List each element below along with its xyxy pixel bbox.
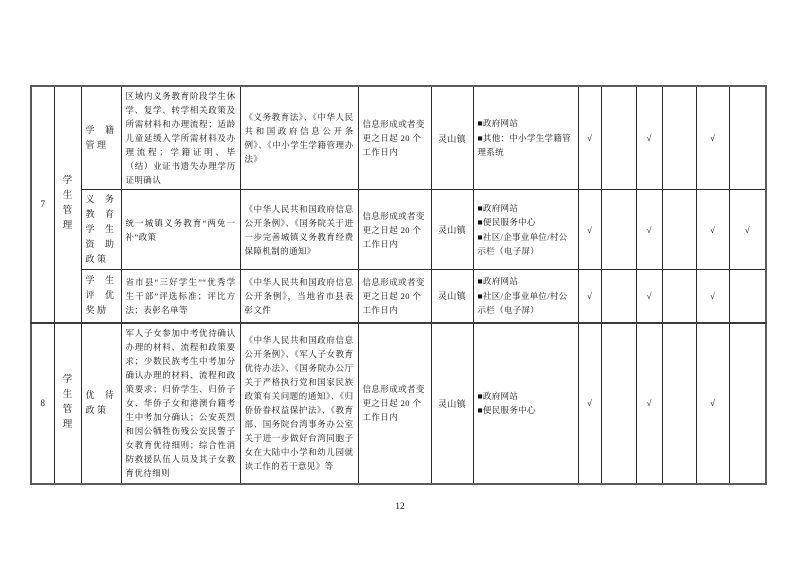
channels-cell [473, 323, 578, 484]
channel-item: ■社区/企事业单位/村公示栏（电子屏） [477, 231, 568, 256]
category-cell [54, 86, 81, 323]
check-cell: √ [578, 190, 601, 270]
content-cell: 军人子女参加中考优待确认办理的材料、流程和政策要求；少数民族考生中考加分确认办理的材料、流程和政策要求；归侨学生、归侨子女、华侨子女和港澳台籍考生中考加分确认；公安英烈和因公牺牲伤残公安民警子女教育优待细则；综合性消防救援队伍人员及其子女教育优待细则 [121, 323, 240, 484]
check-cell: √ [696, 190, 729, 270]
channel-item: ■政府网站 [477, 202, 519, 213]
content-cell: 区域内义务教育阶段学生休学、复学、转学相关政策及所需材料和办理流程；适龄儿童延缓入学所需材料及办理流程；学籍证明、毕（结）业证书遗失办理学历证明确认 [121, 86, 240, 190]
legal-basis-cell: 《义务教育法》、《中华人民共和国政府信息公开条例》、《中小学生学籍管理办法》 [240, 86, 358, 190]
time-limit-cell: 信息形成或者变更之日起 20 个工作日内 [358, 86, 431, 190]
check-cell: √ [636, 86, 662, 190]
check-cell: √ [696, 270, 729, 323]
category-cell [54, 323, 81, 484]
channels-cell [473, 270, 578, 323]
channel-item: ■政府网站 [477, 390, 519, 401]
table-row [31, 86, 766, 190]
channels-cell [473, 86, 578, 190]
channel-item: ■便民服务中心 [477, 217, 536, 227]
channel-item: ■政府网站 [477, 276, 519, 286]
legal-basis-cell: 《中华人民共和国政府信息公开条例》、《国务院关于进一步完善城镇义务教育经费保障机制的通知》 [240, 190, 358, 270]
time-limit-cell: 信息形成或者变更之日起 20 个工作日内 [358, 190, 431, 270]
check-cell [662, 270, 696, 323]
check-cell [662, 86, 696, 190]
content-cell: 统一城镇义务教育“两免一补”政策 [121, 190, 240, 270]
channel-item: ■政府网站 [477, 118, 519, 129]
legal-basis-cell: 《中华人民共和国政府信息公开条例》、《军人子女教育优待办法》、《国务院办公厅关于严格执行党和国家民族政策有关问题的通知》、《归侨侨眷权益保护法》、《教育部、国务院台湾事务办公室关于进一步做好台湾同胞子女在大陆中小学和幼儿园就读工作的若干意见》等 [240, 323, 358, 484]
channels-cell [473, 190, 578, 270]
check-cell: √ [636, 190, 662, 270]
check-cell: √ [636, 270, 662, 323]
serial-cell: 8 [31, 323, 54, 484]
check-cell [662, 323, 696, 484]
legal-basis-cell: 《中华人民共和国政府信息公开条例》，当地省市县表彰文件 [240, 270, 358, 323]
org-cell: 灵山镇 [431, 86, 473, 190]
channel-item: ■其他：中小学生学籍管理系统 [477, 132, 571, 158]
check-cell [729, 323, 766, 484]
check-cell [601, 323, 636, 484]
check-cell [729, 270, 766, 323]
channel-item: ■社区/企事业单位/村公示栏（电子屏） [477, 290, 568, 315]
subcategory-cell: 学籍管理 [81, 86, 121, 190]
check-cell [662, 190, 696, 270]
check-cell: √ [636, 323, 662, 484]
check-cell [601, 270, 636, 323]
check-cell [729, 86, 766, 190]
check-cell: √ [696, 323, 729, 484]
table-row [31, 270, 766, 323]
check-cell: √ [696, 86, 729, 190]
subcategory-cell: 学生评优奖励 [81, 270, 121, 323]
time-limit-cell: 信息形成或者变更之日起 20 个工作日内 [358, 270, 431, 323]
check-cell: √ [578, 86, 601, 190]
table-row [31, 190, 766, 270]
check-cell: √ [578, 323, 601, 484]
info-disclosure-table [30, 85, 767, 485]
time-limit-cell: 信息形成或者变更之日起 20 个工作日内 [358, 323, 431, 484]
check-cell: √ [578, 270, 601, 323]
category-label: 学生管理 [62, 176, 73, 232]
content-cell: 省市县“三好学生”“优秀学生干部”评选标准；评比方法；表彰名单等 [121, 270, 240, 323]
check-cell [601, 86, 636, 190]
org-cell: 灵山镇 [431, 270, 473, 323]
table-row [31, 323, 766, 484]
page-number: 12 [395, 502, 405, 512]
check-cell: √ [729, 190, 766, 270]
org-cell: 灵山镇 [431, 323, 473, 484]
serial-cell: 7 [31, 86, 54, 323]
category-label: 学生管理 [62, 375, 73, 430]
check-cell [601, 190, 636, 270]
channel-item: ■便民服务中心 [477, 405, 536, 415]
subcategory-cell: 优待政策 [81, 323, 121, 484]
org-cell: 灵山镇 [431, 190, 473, 270]
subcategory-cell: 义务教育学生资助政策 [81, 190, 121, 270]
